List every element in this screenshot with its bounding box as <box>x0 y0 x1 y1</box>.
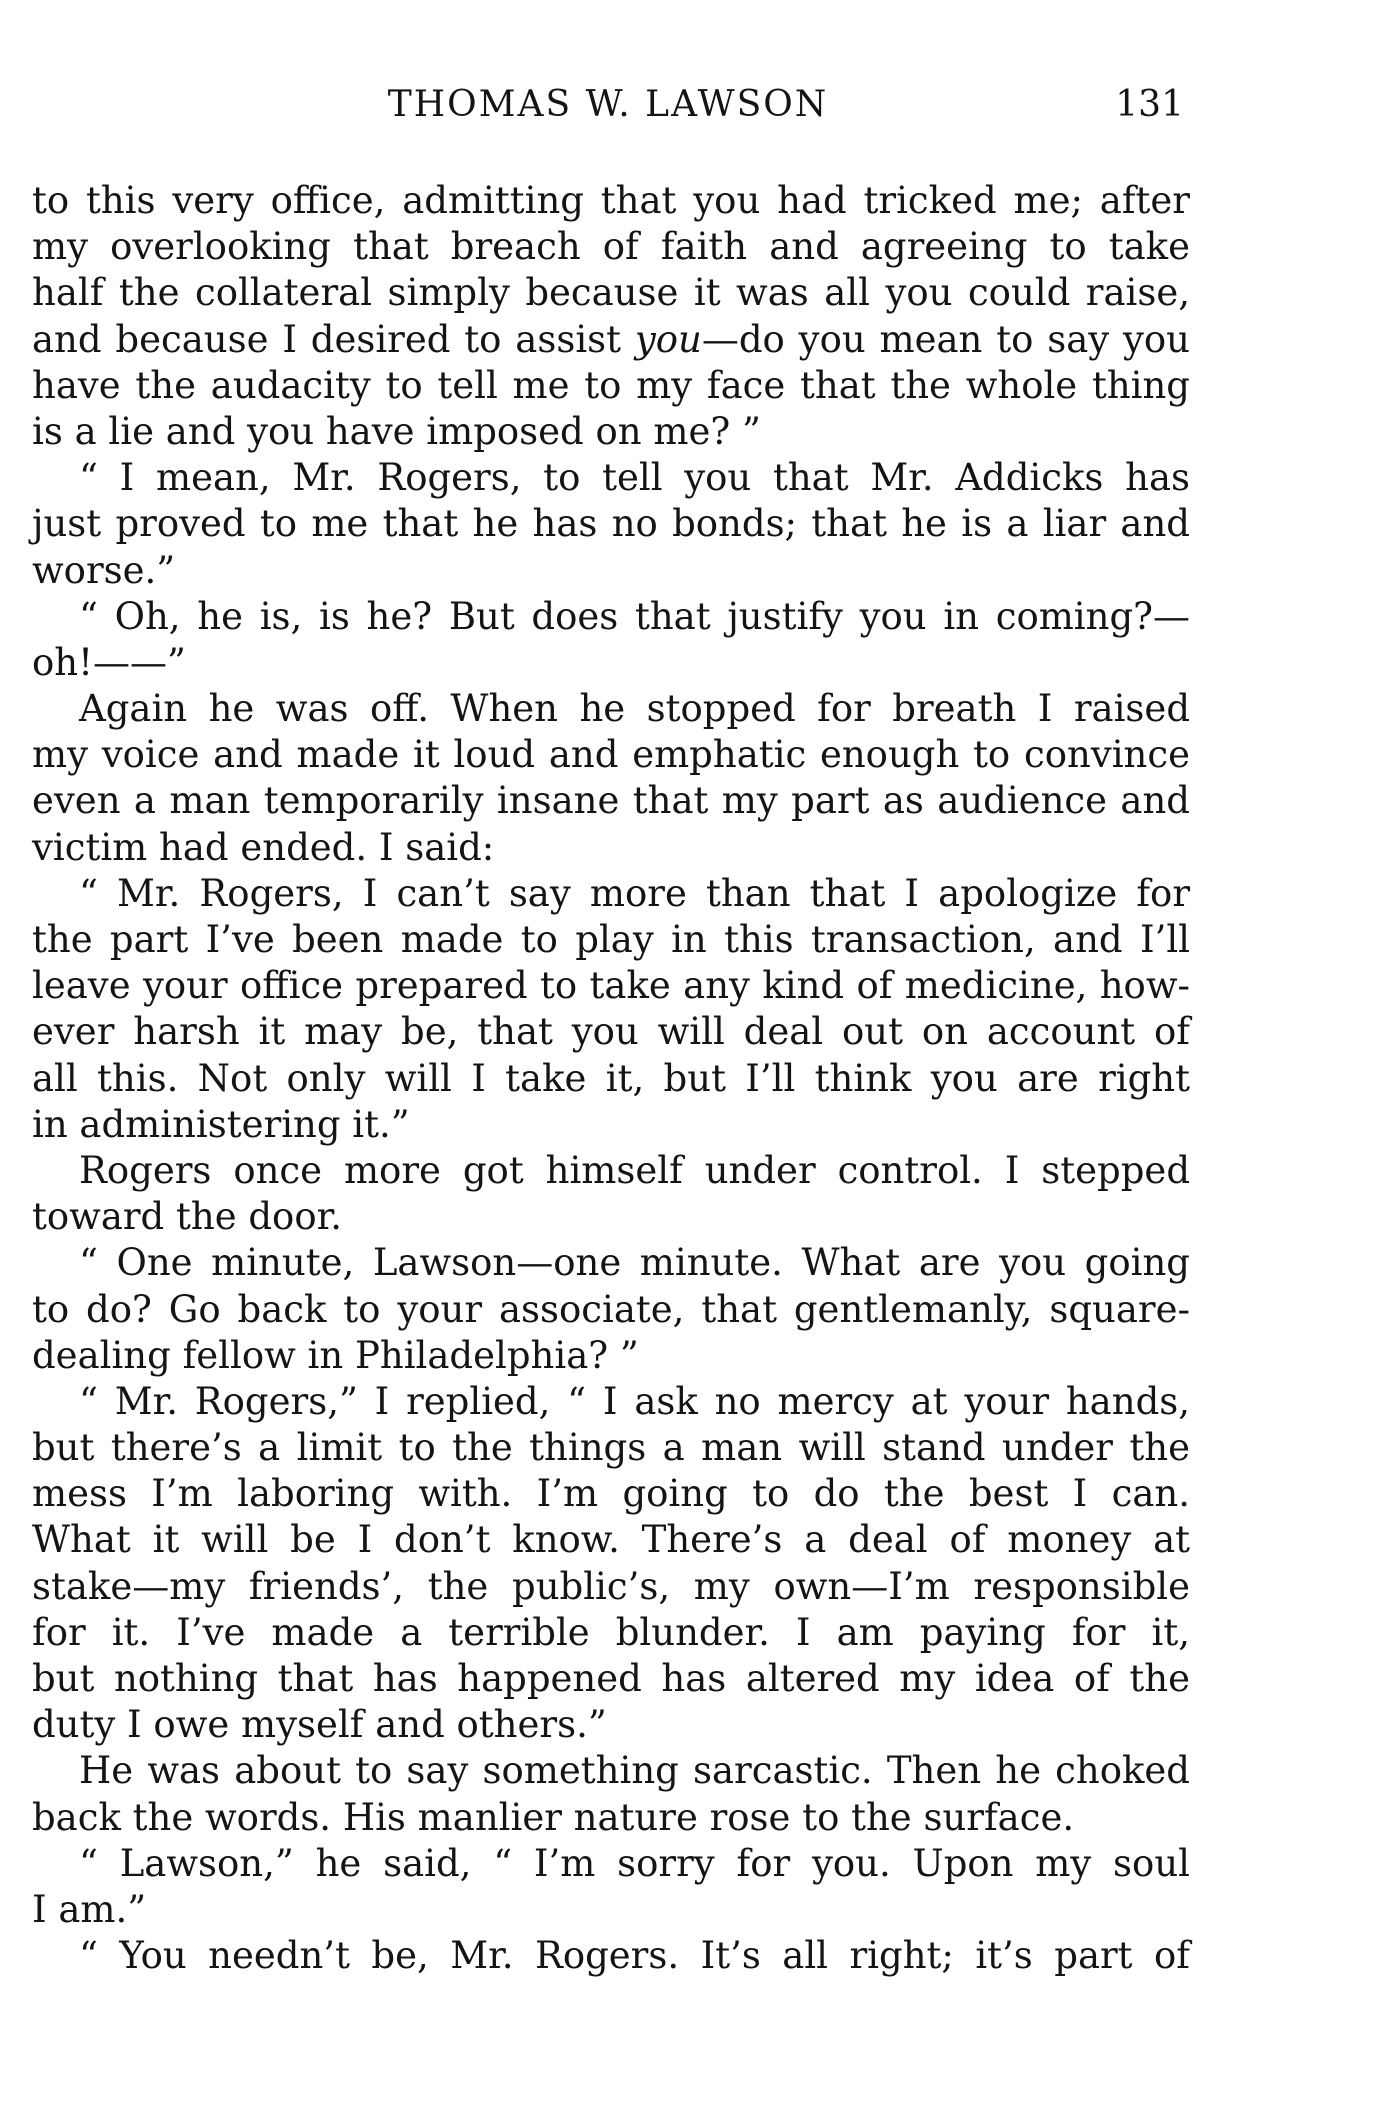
text-line: but there’s a limit to the things a man will stand under the <box>32 1426 1190 1470</box>
text-line: ever harsh it may be, that you will deal out on account of <box>32 1010 1190 1054</box>
text-line: He was about to say something sarcastic. Then he choked <box>79 1749 1190 1793</box>
text-line: “ Mr. Rogers,” I replied, “ I ask no mercy at your hands, <box>79 1379 1190 1423</box>
text-line: “ Lawson,” he said, “ I’m sorry for you. Upon my soul <box>79 1841 1190 1885</box>
text-line: I am.” <box>32 1887 147 1931</box>
text-line: toward the door. <box>32 1195 342 1239</box>
text-line: in administering it.” <box>32 1102 410 1146</box>
text-line: even a man temporarily insane that my part as audience and <box>32 779 1190 823</box>
text-line: all this. Not only will I take it, but I’ll think you are right <box>32 1056 1190 1100</box>
text-line: but nothing that has happened has altered my idea of the <box>32 1657 1190 1700</box>
text-line: “ Oh, he is, is he? But does that justify you in coming?— <box>79 594 1190 638</box>
text-line: mess I’m laboring with. I’m going to do the best I can. <box>32 1472 1190 1516</box>
text-line: is a lie and you have imposed on me? ” <box>32 409 761 453</box>
text-line: Rogers once more got himself under control. I stepped <box>79 1148 1190 1192</box>
text-line: and because I desired to assist you—do you mean to say you <box>32 317 1190 361</box>
text-line: “ I mean, Mr. Rogers, to tell you that Mr. Addicks has <box>79 456 1190 500</box>
text-line: stake—my friends’, the public’s, my own—I’m responsible <box>32 1564 1190 1608</box>
text-line: back the words. His manlier nature rose to the surface. <box>32 1795 1075 1839</box>
running-head <box>32 80 1184 130</box>
text-line: the part I’ve been made to play in this transaction, and I’ll <box>32 918 1190 961</box>
text-line: leave your office prepared to take any kind of medicine, how- <box>32 964 1190 1008</box>
text-line: victim had ended. I said: <box>32 825 495 869</box>
text-line: duty I owe myself and others.” <box>32 1703 607 1747</box>
text-line: What it will be I don’t know. There’s a deal of money at <box>32 1518 1190 1562</box>
text-line: “ Mr. Rogers, I can’t say more than that I apologize for <box>79 871 1190 915</box>
text-line: my voice and made it loud and emphatic enough to convince <box>32 733 1190 777</box>
body-text <box>32 178 1190 1979</box>
text-line: just proved to me that he has no bonds; that he is a liar and <box>32 502 1190 546</box>
text-line: Again he was off. When he stopped for breath I raised <box>79 687 1190 731</box>
page-number: 131 <box>1115 84 1184 125</box>
text-line: oh!——” <box>32 640 186 684</box>
text-line: dealing fellow in Philadelphia? ” <box>32 1333 639 1377</box>
running-title: THOMAS W. LAWSON <box>387 84 829 125</box>
text-line: to do? Go back to your associate, that gentlemanly, square- <box>32 1287 1190 1331</box>
text-line: half the collateral simply because it was all you could raise, <box>32 271 1190 315</box>
text-line: “ One minute, Lawson—one minute. What are you going <box>79 1241 1190 1285</box>
text-line: for it. I’ve made a terrible blunder. I am paying for it, <box>32 1610 1190 1654</box>
text-line: to this very office, admitting that you had tricked me; after <box>32 179 1190 222</box>
text-line: worse.” <box>32 548 176 592</box>
text-line: “ You needn’t be, Mr. Rogers. It’s all right; it’s part of <box>79 1934 1190 1978</box>
text-line: my overlooking that breach of faith and agreeing to take <box>32 225 1190 269</box>
text-line: have the audacity to tell me to my face that the whole thing <box>32 363 1190 407</box>
